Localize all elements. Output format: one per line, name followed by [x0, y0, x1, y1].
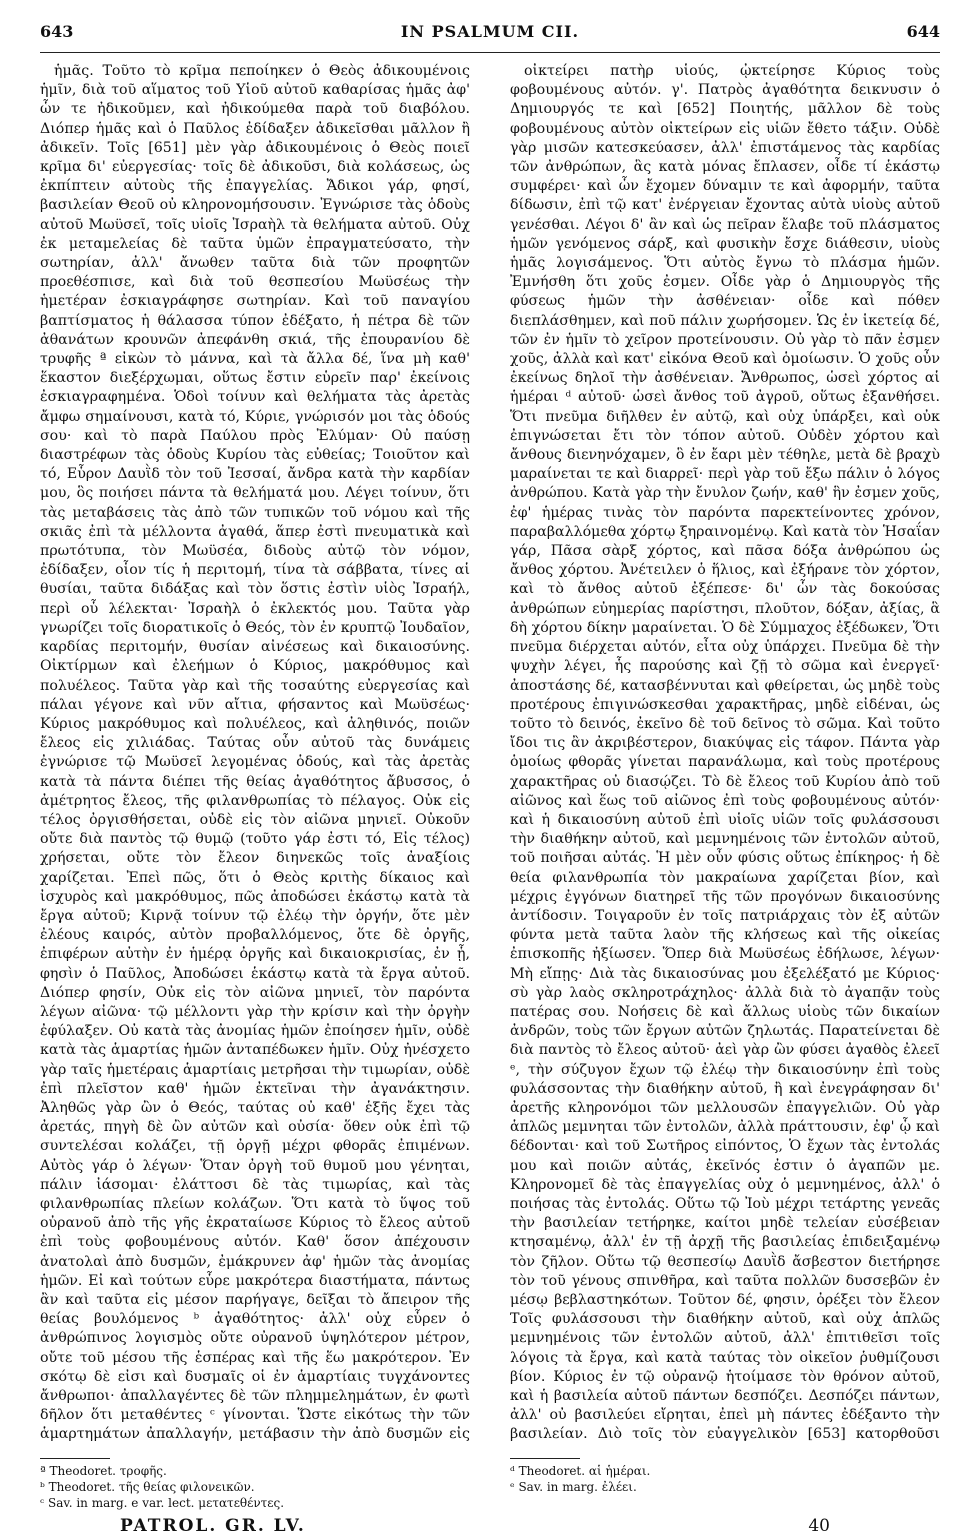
gathering-number: 40: [808, 1516, 830, 1536]
footnote-c: ᶜ Sav. in marg. e var. lect. μετατεθέντες.: [40, 1496, 285, 1510]
header-rule: [40, 52, 940, 53]
right-column-text: οἰκτείρει πατὴρ υἱούς, ᾠκτείρησε Κύριος τοὺς φοβουμένους αὐτόν. γ'. Πατρὸς ἀγαθότητα δεικνυσιν ὁ Δημιουργός τε καὶ [652] Ποιητής, μᾶλλον δὲ τοὺς φοβουμένους αὐτὸν οἰκτείρων εἰς υἱῶν ἔθετο τάξιν. Οὐδὲ γὰρ μισῶν κατεσκεύασεν, ἀλλ' ἐπιστάμενος τὰς καρδίας τῶν ἀνθρώπων, ἃς κατὰ μόνας ἔπλασεν, οἶδε τί ἑκάστῳ συμφέρει· καὶ ὧν ἔχομεν δύναμιν τε καὶ ἀφορμήν, ταῦτα δίδωσιν, ἐπὶ τῷ κατ' ἐνέργειαν ἔχοντας αὐτὰ υἱοὺς αὐτοῦ γενέσθαι. Λέγοι δ' ἂν καὶ ὡς πεῖραν ἔλαβε τοῦ πλάσματος ἡμῶν γενόμενος σάρξ, καὶ φυσικὴν ἔσχε διάθεσιν, υἱοὺς ἡμᾶς λογισάμενος. Ὅτι αὐτὸς ἔγνω τὸ πλάσμα ἡμῶν. Ἐμνήσθη ὅτι χοῦς ἐσμεν. Οἶδε γὰρ ὁ Δημιουργὸς τῆς φύσεως ἡμῶν τὴν ἀσθένειαν· οἶδε καὶ πόθεν διεπλάσθημεν, καὶ ποῦ πάλιν χωρήσομεν. Ὡς ἐν ἱκετείᾳ δέ, τῶν ἐν ἡμῖν τὸ χεῖρον προτείνουσιν. Οὐ γὰρ τὸ πᾶν ἐσμεν χοῦς, ἀλλὰ καὶ κατ' εἰκόνα Θεοῦ καὶ ὁμοίωσιν. Ὁ χοῦς οὖν ἐκείνως δηλοῖ τὴν ἀσθένειαν. Ἄνθρωπος, ὡσεὶ χόρτος αἱ ἡμέραι ᵈ αὐτοῦ· ὡσεὶ ἄνθος τοῦ ἀγροῦ, οὕτως ἐξανθήσει. Ὅτι πνεῦμα διῆλθεν ἐν αὐτῷ, καὶ οὐχ ὑπάρξει, καὶ οὐκ ἐπιγνώσεται ἔτι τὸν τόπον αὐτοῦ. Οὐδὲν χόρτου καὶ ἄνθους διενηνόχαμεν, ὃ ἐν ἔαρι μὲν τέθηλε, μετὰ δὲ βραχὺ μαραίνεται τε καὶ διαρρεῖ· περὶ γὰρ τοῦ ἔξω πάλιν ὁ λόγος ἀνθρώπου. Κατὰ γὰρ τὴν ἔνυλον ζωήν, καθ' ἣν ἐσμεν χοῦς, ἐφ' ἡμέρας τινὰς τὸν παρόντα παρεκτείνοντες χρόνον, παραβαλλόμεθα χόρτῳ ξηραινομένῳ. Καὶ κατὰ τὸν Ἡσαΐαν γάρ, Πᾶσα σὰρξ χόρτος, καὶ πᾶσα δόξα ἀνθρώπου ὡς ἄνθος χόρτου. Ἀνέτειλεν ὁ ἥλιος, καὶ ἐξήρανε τὸν χόρτον, καὶ τὸ ἄνθος αὐτοῦ ἐξέπεσε· δι' ὧν τὰς δοκούσας ἀνθρώπων εὐημερίας παρίστησι, πλοῦτον, δόξαν, ἀξίας, ἃ δὴ χόρτου δίκην μαραίνεται. Ὁ δὲ Σύμμαχος ἐξέδωκεν, Ὅτι πνεῦμα διέρχεται αὐτόν, εἶτα οὐχ ὑπάρχει. Πνεῦμα δὲ τὴν ψυχὴν λέγει, ἧς παρούσης καὶ ζῇ τὸ σῶμα καὶ ἐνεργεῖ· ἀποστάσης δέ, κατασβέννυται καὶ φθείρεται, ὡς μηδὲ τοὺς προτέρους ἐπιγινώσκεσθαι χαρακτῆρας, μηδὲ εἰδέναι, ὡς τοῦτο τὸ δεινός, ἐκεῖνο δὲ τοῦ δεῖνος τὸ σῶμα. Καὶ τοῦτο ἴδοι τις ἂν ἀκριβέστερον, διακύψας εἰς τάφον. Πάντα γὰρ ὁμοίως φθορᾶς γίνεται παρανάλωμα, καὶ τοὺς προτέρους χαρακτῆρας οὐ διασῴζει. Τὸ δὲ ἔλεος τοῦ Κυρίου ἀπὸ τοῦ αἰῶνος καὶ ἕως τοῦ αἰῶνος ἐπὶ τοὺς φοβουμένους αὐτόν· καὶ ἡ δικαιοσύνη αὐτοῦ ἐπὶ υἱοῖς υἱῶν τοῖς φυλάσσουσι τὴν διαθήκην αὐτοῦ, καὶ μεμνημένοις τῶν ἐντολῶν αὐτοῦ, τοῦ ποιῆσαι αὐτάς. Ἡ μὲν οὖν φύσις οὕτως ἐπίκηρος· ἡ δὲ θεία φιλανθρωπία τὸν μακραίωνα χαρίζεται βίον, καὶ μέχρις ἐγγόνων διατηρεῖ τῆς τῶν προγόνων δικαιοσύνης ἀντίδοσιν. Τοιγαροῦν ἐν τοῖς πατριάρχαις τὸν ἐξ αὐτῶν φύντα μετὰ ταῦτα λαὸν τῆς κλήσεως καὶ τῆς οἰκείας ἐπισκοπῆς ἠξίωσεν. Ὅπερ διὰ Μωϋσέως ἐδήλωσε, λέγων· Μὴ εἴπῃς· Διὰ τὰς δικαιοσύνας μου ἐξελέξατό με Κύριος· σὺ γὰρ λαὸς σκληροτράχηλος· ἀλλὰ διὰ τὸ ἀγαπᾷν τοὺς πατέρας σου. Νοήσεις δὲ καὶ ἄλλως υἱοὺς τῶν δικαίων ἀνδρῶν, τοὺς τῶν ἔργων αὐτῶν ζηλωτάς. Παρατείνεται δὲ διὰ παντὸς τὸ ἔλεος αὐτοῦ· ἀεὶ γὰρ ὢν φύσει ἀγαθὸς ἐλεεῖ ᵉ, τὴν σύζυγον ἔχων τῷ ἐλέῳ τὴν δικαιοσύνην ἐπὶ τοὺς φυλάσσοντας τὴν διαθήκην αὐτοῦ, ἢ καὶ ἐνεγράφησαν δι' ἀρετῆς κληρονόμοι τῶν μελλουσῶν ἐπαγγελιῶν. Οὐ γὰρ ἁπλῶς μεμνηται τῶν ἐντολῶν, ἀλλὰ πράττουσιν, ἐφ' ᾧ καὶ δέδονται· καὶ τοῦ Σωτῆρος εἰπόντος, Ὁ ἔχων τὰς ἐντολάς μου καὶ ποιῶν αὐτάς, ἐκεῖνός ἐστιν ὁ ἀγαπῶν με. Κληρονομεῖ δὲ τὰς ἐπαγγελίας οὐχ ὁ μεμνημένος, ἀλλ' ὁ ποιήσας τὰς ἐντολάς. Οὕτω τῷ Ἰοὺ μέχρι τετάρτης γενεᾶς τὴν βασιλείαν τετήρηκε, καίτοι μηδὲ τελείαν εὐσέβειαν κτησαμένῳ, ἀλλ' ἐν τῇ ἀρχῇ τῆς βασιλείας ἐπιδειξαμένῳ τὸν ζῆλον. Οὕτω τῷ θεσπεσίῳ Δαυῒδ ἄσβεστον διετήρησε τὸν τοῦ γένους σπινθῆρα, καὶ ταῦτα πολλῶν δυσσεβῶν ἐν μέσῳ βεβλαστηκότων. Τοῦτον δέ, φησιν, ὀρέξει τὸν ἔλεον Τοῖς φυλάσσουσι τὴν διαθήκην αὐτοῦ, καὶ οὐχ ἁπλῶς μεμνημένοις τῶν ἐντολῶν αὐτοῦ, ἀλλ' ἐπιτιθεῖσι τοῖς λόγοις τὰ ἔργα, καὶ κατὰ ταύτας τὸν οἰκεῖον ῥυθμίζουσι βίον. Κύριος ἐν τῷ οὐρανῷ ἡτοίμασε τὸν θρόνον αὐτοῦ, καὶ ἡ βασιλεία αὐτοῦ πάντων δεσπόζει. Δεσπόζει πάντων, ἀλλ' οὐ βασιλεύει εἴρηται, ἐπεὶ μὴ πάντες ἐδέξαντο τὴν βασιλείαν. Διὸ τοῖς τὸν εὐαγγελικὸν [653] κατορθοῦσι: [510, 63, 940, 1442]
running-header: [40, 22, 940, 46]
signature-mark: PATROL. GR. LV.: [120, 1516, 306, 1536]
footnote-a: ª Theodoret. τροφῆς.: [40, 1464, 167, 1478]
left-page-number: 643: [40, 22, 74, 41]
footnote-rule: [40, 1458, 110, 1459]
footnote-e: ᵉ Sav. in marg. ἐλέει.: [510, 1480, 637, 1494]
left-column-text: ἡμᾶς. Τοῦτο τὸ κρῖμα πεποίηκεν ὁ Θεὸς ἀδικουμένοις ἡμῖν, διὰ τοῦ αἵματος τοῦ Υἱοῦ αὐτοῦ καθαρίσας ἡμᾶς ἀφ' ὧν τε ἠδικοῦμεν, καὶ ἠδικούμεθα παρὰ τοῦ διαβόλου. Διόπερ ἡμᾶς καὶ ὁ Παῦλος ἐδίδαξεν ἀδικεῖσθαι μᾶλλον ἢ ἀδικεῖν. Τοῖς [651] μὲν γὰρ ἀδικουμένοις ὁ Θεὸς ποιεῖ κρῖμα δι' εὐεργεσίας· τοῖς δὲ ἀδικοῦσι, διὰ κολάσεως, ὡς ἐκπίπτειν αὐτοὺς τῆς ἐπαγγελίας. Ἄδικοι γάρ, φησί, βασιλείαν Θεοῦ οὐ κληρονομήσουσιν. Ἐγνώρισε τὰς ὁδοὺς αὐτοῦ Μωϋσεῖ, τοῖς υἱοῖς Ἰσραὴλ τὰ θελήματα αὐτοῦ. Οὐχ ἐκ μεταμελείας δὲ ταῦτα ὑμῶν ἐπραγματεύσατο, τὴν σωτηρίαν, ἀλλ' ἄνωθεν ταῦτα διὰ τῶν προφητῶν προεθέσπισε, καὶ διὰ τοῦ θεσπεσίου Μωϋσέως τὴν ἡμετέραν ἐσκιαγράφησε σωτηρίαν. Καὶ τοῦ παναγίου βαπτίσματος ἡ θάλασσα τύπον ἐδέξατο, ἡ πέτρα δὲ τῶν ἀθανάτων κρουνῶν ἀπεφάνθη σκιά, τῆς ἐπουρανίου δὲ τρυφῆς ª εἰκὼν τὸ μάννα, καὶ τὰ ἄλλα δέ, ἵνα μὴ καθ' ἕκαστον διεξέρχωμαι, οὕτως ἔστιν εὑρεῖν παρ' ἐκείνοις ἐσκιαγραφημένα. Ὁδοὶ τοίνυν καὶ θελήματα τὰς ἀρετὰς ἄμφω σημαίνουσι, κατὰ τό, Κύριε, γνώρισόν μοι τὰς ὁδούς σου· καὶ τὸ παρὰ Παύλου πρὸς Ἐλύμαν· Οὐ παύσῃ διαστρέφων τὰς ὁδοὺς Κυρίου τὰς εὐθείας; Τοιοῦτον καὶ τό, Εὗρον Δαυῒδ τὸν τοῦ Ἰεσσαί, ἄνδρα κατὰ τὴν καρδίαν μου, ὃς ποιήσει πάντα τὰ θελήματά μου. Λέγει τοίνυν, ὅτι τὰς μεταβάσεις τὰς ἀπὸ τῶν τυπικῶν τοῦ νόμου καὶ τῆς σκιᾶς ἐπὶ τὰ μέλλοντα ἀγαθά, ἅπερ ἐστὶ πνευματικὰ καὶ πρωτότυπα, τὸν Μωϋσέα, διδοὺς αὐτῷ τὸν νόμον, ἐδίδαξεν, οἷον τίς ἡ περιτομή, τίνα τὰ σάββατα, τίνες αἱ θυσίαι, ταῦτα διδάξας καὶ τὸν ὅστις ἐστὶν υἱὸς Ἰσραήλ, περὶ οὗ λέλεκται· Ἰσραὴλ ὁ ἐκλεκτός μου. Ταῦτα γὰρ γνωρίζει τοῖς διορατικοῖς ὁ Θεός, τὸν ἐν κρυπτῷ Ἰουδαῖον, καρδίας περιτομήν, θυσίαν αἰνέσεως καὶ δικαιοσύνης. Οἰκτίρμων καὶ ἐλεήμων ὁ Κύριος, μακρόθυμος καὶ πολυέλεος. Ταῦτα γὰρ καὶ τῆς τοσαύτης εὐεργεσίας καὶ πάλαι γέγονε καὶ νῦν αἴτια, φήσαντος καὶ Μωϋσέως· Κύριος μακρόθυμος καὶ πολυέλεος, καὶ ἀληθινός, ποιῶν ἔλεος εἰς χιλιάδας. Ταύτας οὖν αὐτοῦ τὰς δυνάμεις ἐγνώρισε τῷ Μωϋσεῖ λεγομένας ὁδούς, καὶ τὰς ἀρετὰς κατὰ τὰ πάντα διέπει τῆς θείας ἀγαθότητος ἄβυσσος, ὁ ἀμέτρητος ἔλεος, τῆς φιλανθρωπίας τὸ πέλαγος. Οὐκ εἰς τέλος ὀργισθήσεται, οὐδὲ εἰς τὸν αἰῶνα μηνιεῖ. Οὐκοῦν οὔτε διὰ παντὸς τῷ θυμῷ (τοῦτο γάρ ἐστι τό, Εἰς τέλος) χρήσεται, οὔτε τὸν ἔλεον διηνεκῶς τοῖς ἀναξίοις χαρίζεται. Ἐπεὶ πῶς, ὅτι ὁ Θεὸς κριτὴς δίκαιος καὶ ἰσχυρὸς καὶ μακρόθυμος, πῶς ἀποδώσει ἑκάστῳ κατὰ τὰ ἔργα αὐτοῦ; Κιρνᾷ τοίνυν τῷ ἐλέῳ τὴν ὀργήν, ὅτε μὲν ἐλέους καιρός, αὐτὸν προβαλλόμενος, ὅτε δὲ ὀργῆς, ἐπιφέρων αὐτὴν ἐν ἡμέρᾳ ὀργῆς καὶ δικαιοκρισίας, ἐν ᾗ, φησὶν ὁ Παῦλος, Ἀποδώσει ἑκάστῳ κατὰ τὰ ἔργα αὐτοῦ. Διόπερ φησίν, Οὐκ εἰς τὸν αἰῶνα μηνιεῖ, τὸν παρόντα λέγων αἰῶνα· τῷ μέλλοντι γὰρ τὴν κρίσιν καὶ τὴν ὀργὴν ἐφύλαξεν. Οὐ κατὰ τὰς ἀνομίας ἡμῶν ἐποίησεν ἡμῖν, οὐδὲ κατὰ τὰς ἁμαρτίας ἡμῶν ἀνταπέδωκεν ἡμῖν. Οὐχ ἠνέσχετο γὰρ ταῖς ἡμετέραις ἁμαρτίαις μετρῆσαι τὴν τιμωρίαν, οὐδὲ ἐπὶ πλεῖστον καθ' ἡμῶν ἐκτεῖναι τὴν ἀγανάκτησιν. Ἀληθῶς γὰρ ὢν ὁ Θεός, ταύτας οὐ καθ' ἑξῆς ἔχει τὰς ἀρετάς, πηγὴ δὲ ὢν αὐτῶν καὶ οὐσία· ὅθεν οὐκ ἐπὶ τῷ συντελέσαι κολάζει, τῇ ὀργῇ μέχρι φθορᾶς ἐπιμένων. Αὐτὸς γάρ ὁ λέγων· Ὅταν ὀργὴ τοῦ θυμοῦ μου γένηται, πάλιν ἰάσομαι· ἐλάττοσι δὲ τὰς τιμωρίας, καὶ τὰς φιλανθρωπίας πλείων κολάζων. Ὅτι κατὰ τὸ ὕψος τοῦ οὐρανοῦ ἀπὸ τῆς γῆς ἐκραταίωσε Κύριος τὸ ἔλεος αὐτοῦ ἐπὶ τοὺς φοβουμένους αὐτόν. Καθ' ὅσον ἀπέχουσιν ἀνατολαὶ ἀπὸ δυσμῶν, ἐμάκρυνεν ἀφ' ἡμῶν τὰς ἀνομίας ἡμῶν. Εἰ καὶ τούτων εὗρε μακρότερα διαστήματα, πάντως ἂν καὶ ταῦτα εἰς μέσον παρήγαγε, δεῖξαι τὸ ἄπειρον τῆς θείας βουλόμενος ᵇ ἀγαθότητος· ἀλλ' οὐχ εὗρεν ὁ ἀνθρώπινος λογισμὸς οὔτε οὐρανοῦ ὑψηλότερον μέτρον, οὔτε τοῦ μέσου τῆς ἑσπέρας καὶ τῆς ἕω μακρότερον. Ἐν σκότῳ δὲ εἰσι καὶ δυσμαῖς οἱ ἐν ἁμαρτίαις τυγχάνοντες ἄνθρωποι· ἀπαλλαγέντες δὲ τῶν πλημμελημάτων, ἐν φωτὶ δῆλον ὅτι μεταθέντες ᶜ γίνονται. Ὥστε εἰκότως τὴν τῶν ἁμαρτημάτων ἀπαλλαγήν, μετάβασιν τὴν ἀπὸ δυσμῶν εἰς: [40, 63, 470, 1442]
footnote-rule: [510, 1458, 580, 1459]
running-title: IN PSALMUM CII.: [400, 22, 580, 41]
right-column: [510, 62, 940, 1442]
right-page-number: 644: [906, 22, 940, 41]
footnote-b: ᵇ Theodoret. τῆς θείας φιλονεικῶν.: [40, 1480, 255, 1494]
left-footnotes: [40, 1458, 470, 1511]
footnote-d: ᵈ Theodoret. αἱ ἡμέραι.: [510, 1464, 651, 1478]
left-column: [40, 62, 470, 1442]
page-footer: [40, 1516, 940, 1538]
right-footnotes: [510, 1458, 940, 1495]
